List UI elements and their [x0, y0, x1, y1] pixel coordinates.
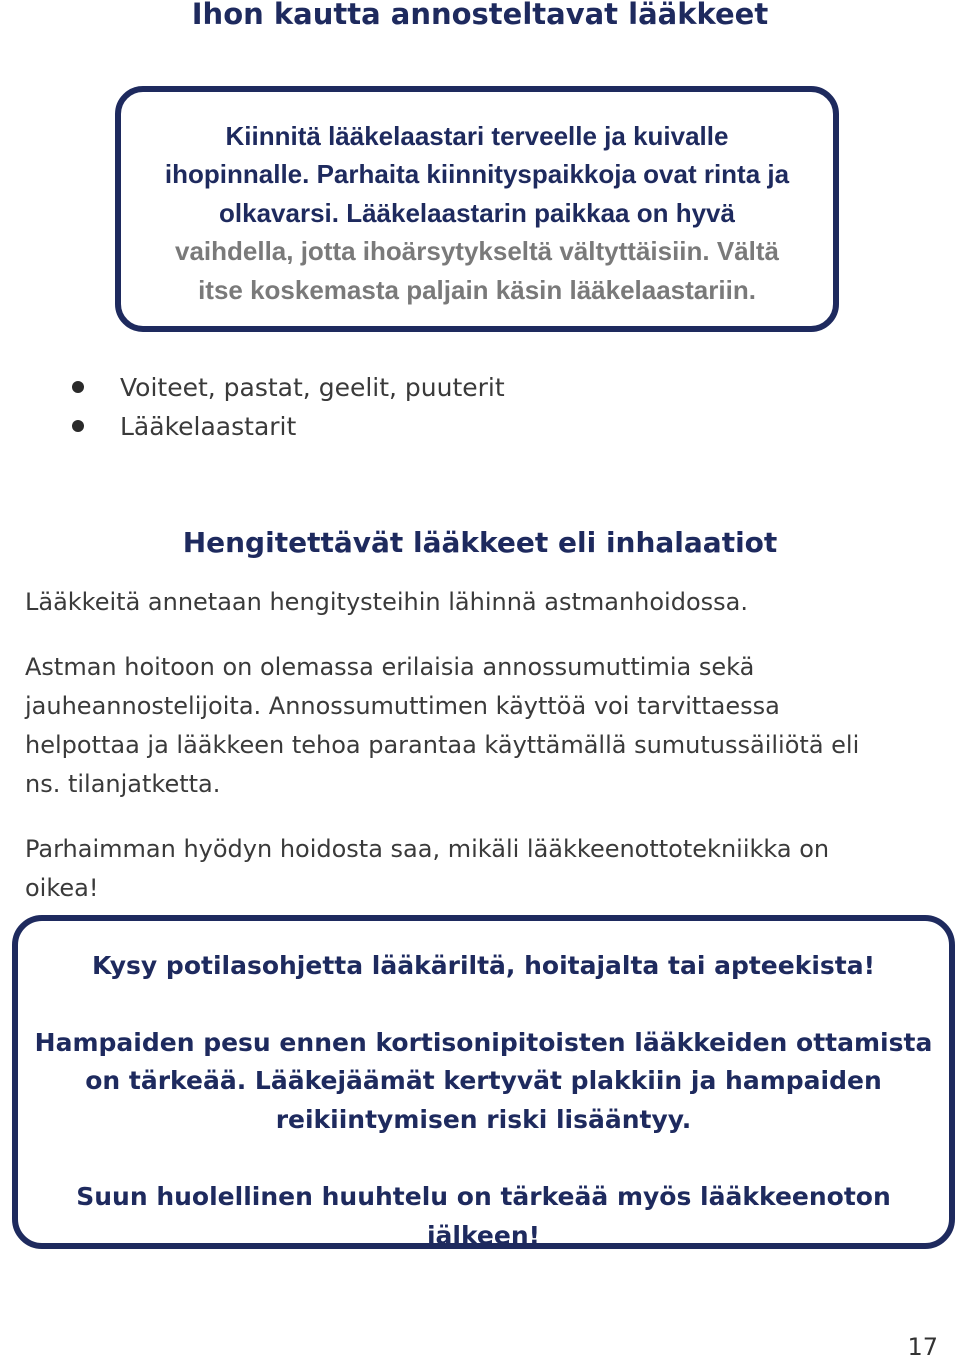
patch-line-4: vaihdella, jotta ihoärsytykseltä vältyttäisiin. Vältä: [174, 236, 780, 267]
section-heading: Hengitettävät lääkkeet eli inhalaatiot: [182, 526, 778, 559]
advice-brush-line-3: reikiintymisen riski lisääntyy.: [275, 1105, 692, 1134]
list-item-label: Lääkelaastarit: [120, 412, 297, 441]
bullet-icon: [72, 381, 84, 393]
patch-instructions-box: [115, 86, 839, 332]
patch-line-2: ihopinnalle. Parhaita kiinnityspaikkoja ovat rinta ja: [164, 159, 790, 190]
patch-line-1: Kiinnitä lääkelaastari terveelle ja kuivalle: [225, 121, 729, 151]
advice-brush-line-2: on tärkeää. Lääkejäämät kertyvät plakkiin ja hampaiden: [85, 1066, 882, 1095]
patch-line-3: olkavarsi. Lääkelaastarin paikkaa on hyvä: [219, 197, 735, 228]
bullet-icon: [72, 420, 84, 432]
list-item: [68, 368, 505, 407]
advice-ask: Kysy potilasohjetta lääkäriltä, hoitajalta tai apteekista!: [91, 951, 876, 980]
inhalation-paragraph-2-line-1: Astman hoitoon on olemassa erilaisia annossumuttimia sekä: [25, 653, 755, 681]
inhalation-paragraph-3-line-1: Parhaimman hyödyn hoidosta saa, mikäli lääkkeenottotekniikka on: [25, 835, 830, 863]
patch-line-5: itse koskemasta paljain käsin lääkelaastariin.: [198, 274, 756, 305]
list-item-label: Voiteet, pastat, geelit, puuterit: [120, 373, 505, 402]
inhalation-paragraph-1: Lääkkeitä annetaan hengitysteihin lähinnä astmanhoidossa.: [25, 588, 748, 616]
dosage-form-list: [68, 368, 505, 446]
inhalation-paragraph-3-line-2: oikea!: [25, 874, 99, 902]
inhalation-paragraph-2-line-4: ns. tilanjatketta.: [25, 770, 221, 798]
inhalation-paragraph-2-line-2: jauheannostelijoita. Annossumuttimen käyttöä voi tarvittaessa: [25, 692, 780, 720]
advice-rinse: Suun huolellinen huuhtelu on tärkeää myös lääkkeenoton jälkeen!: [76, 1182, 891, 1250]
inhalation-paragraph-2-line-3: helpottaa ja lääkkeen tehoa parantaa käyttämällä sumutussäiliötä eli: [25, 731, 860, 759]
page-title: Ihon kautta annosteltavat lääkkeet: [191, 0, 769, 31]
advice-brush-line-1: Hampaiden pesu ennen kortisonipitoisten lääkkeiden ottamista: [34, 1028, 933, 1057]
list-item: [68, 407, 505, 446]
page-number: 17: [907, 1333, 938, 1361]
advice-box: [12, 915, 955, 1249]
